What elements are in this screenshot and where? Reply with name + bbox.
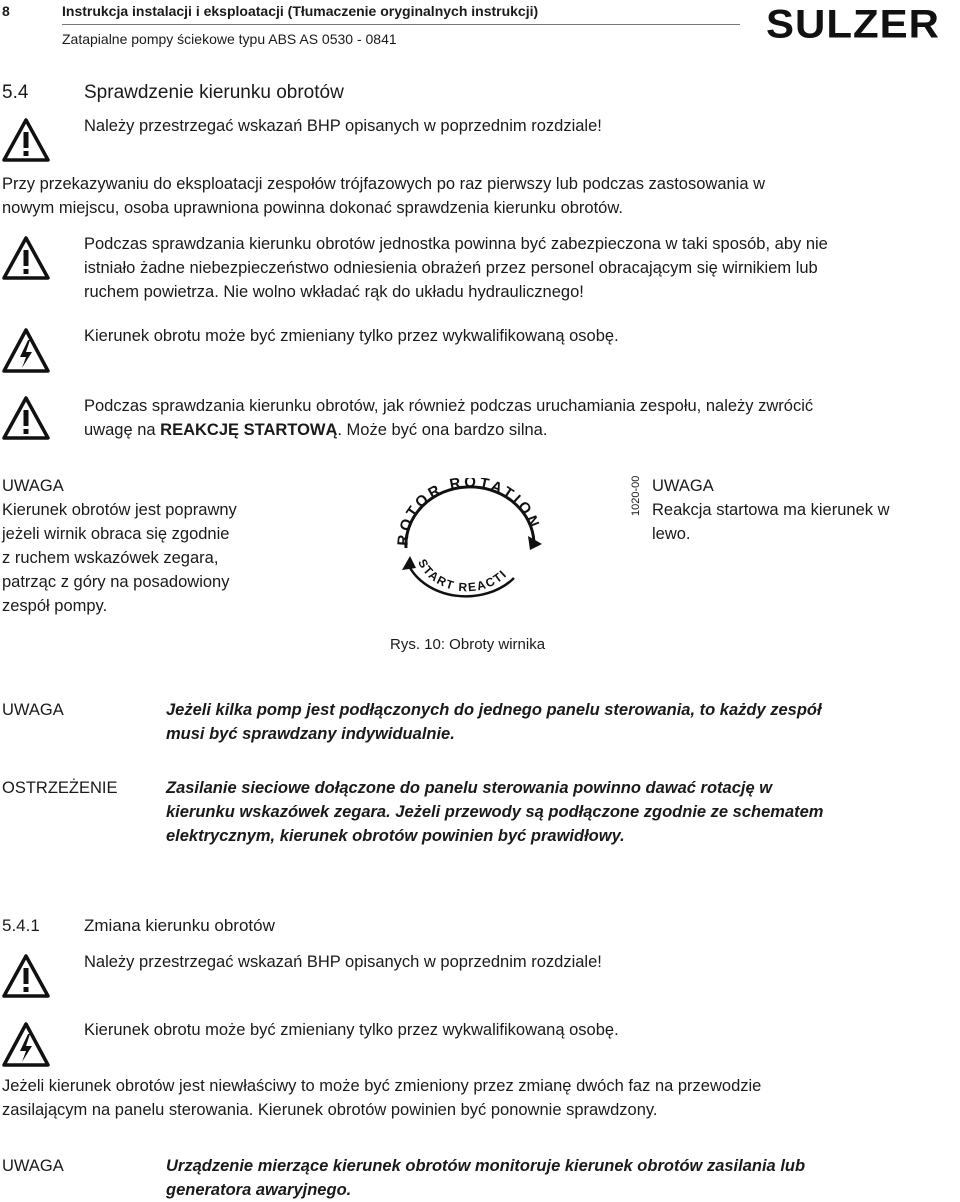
rotor-rotation-label: ROTOR ROTATION — [394, 478, 544, 547]
warning-text-line-3: elektrycznym, kierunek obrotów powinien być prawidłowy. — [166, 827, 625, 845]
figure-left-note-line: jeżeli wirnik obraca się zgodnie — [2, 525, 230, 543]
note-text-line-2: generatora awaryjnego. — [166, 1181, 352, 1199]
figure-left-note-line: Kierunek obrotów jest poprawny — [2, 501, 237, 519]
text: uwagę na — [84, 421, 161, 439]
intro-paragraph-line-1: Przy przekazywaniu do eksploatacji zespołów trójfazowych po raz pierwszy lub podczas zastosowania w — [2, 175, 766, 193]
safety-notice: Należy przestrzegać wskazań BHP opisanych w poprzednim rozdziale! — [84, 953, 602, 971]
qualified-person-notice: Kierunek obrotu może być zmieniany tylko przez wykwalifikowaną osobę. — [84, 327, 619, 345]
text: . Może być ona bardzo silna. — [337, 421, 548, 439]
warning-text-line-2: kierunku wskazówek zegara. Jeżeli przewody są podłączone zgodnie ze schematem — [166, 803, 824, 821]
start-reaction-paragraph-line-1: Podczas sprawdzania kierunku obrotów, jak również podczas uruchamiania zespołu, należy zwrócić — [84, 397, 814, 415]
warning-label: OSTRZEŻENIE — [2, 779, 118, 797]
subsection-number: 5.4.1 — [2, 916, 40, 935]
figure-right-note-line: Reakcja startowa ma kierunek w — [652, 501, 890, 519]
figure-right-note-title: UWAGA — [652, 477, 714, 495]
document-title: Instrukcja instalacji i eksploatacji (Tłumaczenie oryginalnych instrukcji) — [62, 3, 539, 19]
electrical-hazard-icon — [2, 328, 50, 374]
header-rule — [62, 24, 740, 25]
warning-text-line-1: Zasilanie sieciowe dołączone do panelu sterowania powinno dawać rotację w — [166, 779, 773, 797]
warning-paragraph-line-2: istniało żadne niebezpieczeństwo odniesienia obrażeń przez personel obracającym się wirnikiem lub — [84, 259, 818, 277]
note-text-line-1: Jeżeli kilka pomp jest podłączonych do jednego panelu sterowania, to każdy zespół — [166, 701, 822, 719]
note-label: UWAGA — [2, 701, 64, 719]
intro-paragraph-line-2: nowym miejscu, osoba uprawniona powinna dokonać sprawdzenia kierunku obrotów. — [2, 199, 623, 217]
body-paragraph-line-2: zasilającym na panelu sterowania. Kierunek obrotów powinien być ponownie sprawdzony. — [2, 1101, 658, 1119]
section-title: Sprawdzenie kierunku obrotów — [84, 82, 344, 103]
figure-left-note-line: patrząc z góry na posadowiony — [2, 573, 230, 591]
start-reaction-paragraph-line-2 — [84, 418, 547, 442]
electrical-hazard-icon — [2, 1022, 50, 1068]
start-reaction-label: START REACTI — [415, 556, 510, 595]
subsection-title: Zmiana kierunku obrotów — [84, 916, 275, 935]
figure-caption: Rys. 10: Obroty wirnika — [390, 636, 546, 653]
note-label: UWAGA — [2, 1157, 64, 1175]
figure-right-note-line: lewo. — [652, 525, 691, 543]
warning-triangle-icon — [2, 954, 50, 998]
sulzer-logo: SULZER — [766, 1, 940, 46]
figure-code: 1020-00 — [630, 475, 642, 516]
note-text-line-2: musi być sprawdzany indywidualnie. — [166, 725, 455, 743]
note-text-line-1: Urządzenie mierzące kierunek obrotów monitoruje kierunek obrotów zasilania lub — [166, 1157, 806, 1175]
warning-paragraph-line-3: ruchem powietrza. Nie wolno wkładać rąk do układu hydraulicznego! — [84, 283, 584, 301]
body-paragraph-line-1: Jeżeli kierunek obrotów jest niewłaściwy to może być zmieniony przez zmianę dwóch faz na przewodzie — [2, 1077, 762, 1095]
warning-paragraph-line-1: Podczas sprawdzania kierunku obrotów jednostka powinna być zabezpieczona w taki sposób, aby nie — [84, 235, 828, 253]
qualified-person-notice: Kierunek obrotu może być zmieniany tylko przez wykwalifikowaną osobę. — [84, 1021, 619, 1039]
figure-left-note-line: zespół pompy. — [2, 597, 108, 615]
figure-left-note-title: UWAGA — [2, 477, 64, 495]
figure-left-note-line: z ruchem wskazówek zegara, — [2, 549, 219, 567]
document-subtitle: Zatapialne pompy ściekowe typu ABS AS 0530 - 0841 — [62, 31, 397, 47]
warning-triangle-icon — [2, 396, 50, 440]
section-number: 5.4 — [2, 82, 29, 103]
page-number: 8 — [2, 3, 10, 19]
warning-triangle-icon — [2, 118, 50, 162]
start-reaction-emphasis: REAKCJĘ STARTOWĄ — [160, 421, 338, 439]
safety-notice: Należy przestrzegać wskazań BHP opisanych w poprzednim rozdziale! — [84, 117, 602, 135]
warning-triangle-icon — [2, 236, 50, 280]
rotation-diagram — [380, 478, 560, 623]
